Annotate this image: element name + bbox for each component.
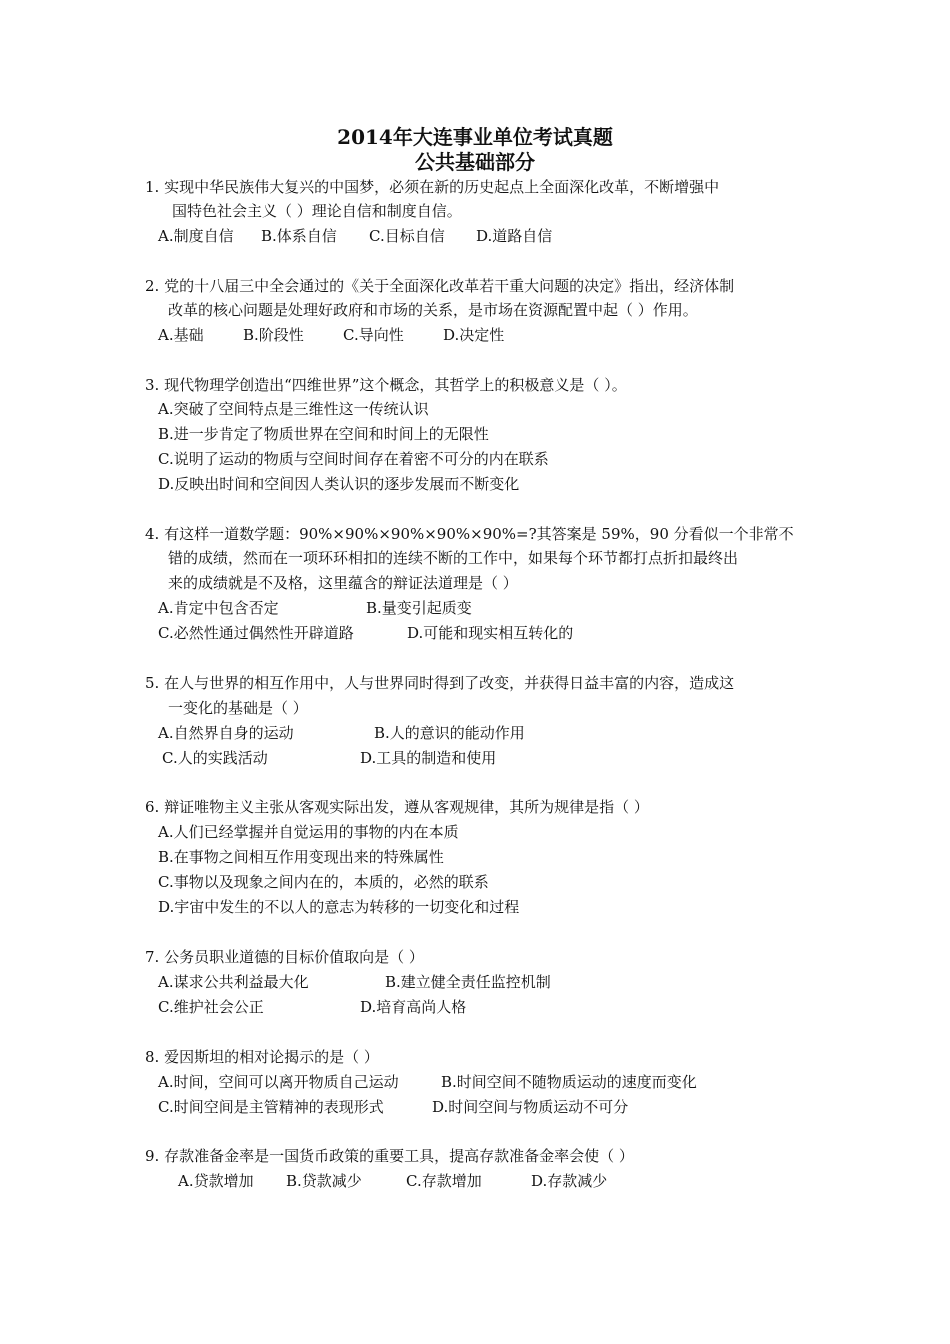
option-a: A.突破了空间特点是三维性这一传统认识 — [158, 400, 429, 418]
option-d: D.培育高尚人格 — [360, 998, 467, 1016]
question-text-line: 国特色社会主义（ ）理论自信和制度自信。 — [172, 202, 462, 220]
question-text-line: 6. 辩证唯物主义主张从客观实际出发，遵从客观规律，其所为规律是指（ ） — [145, 798, 649, 816]
option-b: B.建立健全责任监控机制 — [385, 973, 551, 991]
option-a: A.时间，空间可以离开物质自己运动 — [158, 1073, 399, 1091]
option-d: D.存款减少 — [531, 1172, 608, 1190]
option-d: D.宇宙中发生的不以人的意志为转移的一切变化和过程 — [158, 898, 520, 916]
option-d: D.反映出时间和空间因人类认识的逐步发展而不断变化 — [158, 475, 520, 493]
question-text-line: 4. 有这样一道数学题：90%×90%×90%×90%×90%=?其答案是 59%，90 分看似一个非常不 — [145, 525, 794, 543]
option-c: C.存款增加 — [406, 1172, 482, 1190]
option-a: A.基础 — [158, 326, 204, 344]
option-c: C.事物以及现象之间内在的，本质的，必然的联系 — [158, 873, 489, 891]
option-c: C.维护社会公正 — [158, 998, 264, 1016]
option-d: D.时间空间与物质运动不可分 — [432, 1098, 629, 1116]
option-b: B.贷款减少 — [286, 1172, 362, 1190]
question-text-line: 9. 存款准备金率是一国货币政策的重要工具，提高存款准备金率会使（ ） — [145, 1147, 634, 1165]
option-d: D.可能和现实相互转化的 — [407, 624, 574, 642]
option-c: C.导向性 — [343, 326, 404, 344]
question-text-line: 7. 公务员职业道德的目标价值取向是（ ） — [145, 948, 424, 966]
option-d: D.决定性 — [443, 326, 505, 344]
question-text-line: 错的成绩，然而在一项环环相扣的连续不断的工作中，如果每个环节都打点折扣最终出 — [168, 549, 739, 567]
document-title: 2014年大连事业单位考试真题 — [337, 125, 613, 149]
question-text-line: 1. 实现中华民族伟大复兴的中国梦，必须在新的历史起点上全面深化改革，不断增强中 — [145, 178, 720, 196]
question-text-line: 改革的核心问题是处理好政府和市场的关系，是市场在资源配置中起（ ）作用。 — [168, 301, 698, 319]
option-c: C.必然性通过偶然性开辟道路 — [158, 624, 354, 642]
question-text-line: 来的成绩就是不及格，这里蕴含的辩证法道理是（ ） — [168, 574, 518, 592]
option-b: B.量变引起质变 — [366, 599, 472, 617]
option-a: A.自然界自身的运动 — [158, 724, 294, 742]
option-a: A.制度自信 — [158, 227, 234, 245]
option-d: D.工具的制造和使用 — [360, 749, 497, 767]
option-c: C.人的实践活动 — [162, 749, 268, 767]
option-c: C.说明了运动的物质与空间时间存在着密不可分的内在联系 — [158, 450, 549, 468]
question-text-line: 一变化的基础是（ ） — [168, 699, 308, 717]
option-c: C.时间空间是主管精神的表现形式 — [158, 1098, 384, 1116]
option-a: A.谋求公共利益最大化 — [158, 973, 309, 991]
question-text-line: 3. 现代物理学创造出“四维世界”这个概念，其哲学上的积极意义是（ ）。 — [145, 376, 627, 394]
option-d: D.道路自信 — [476, 227, 553, 245]
option-b: B.时间空间不随物质运动的速度而变化 — [441, 1073, 697, 1091]
option-b: B.在事物之间相互作用变现出来的特殊属性 — [158, 848, 444, 866]
question-text-line: 8. 爱因斯坦的相对论揭示的是（ ） — [145, 1048, 379, 1066]
option-b: B.进一步肯定了物质世界在空间和时间上的无限性 — [158, 425, 489, 443]
option-a: A.人们已经掌握并自觉运用的事物的内在本质 — [158, 823, 459, 841]
option-a: A.肯定中包含否定 — [158, 599, 279, 617]
option-a: A.贷款增加 — [178, 1172, 254, 1190]
option-b: B.人的意识的能动作用 — [374, 724, 525, 742]
document-subtitle: 公共基础部分 — [415, 150, 535, 174]
option-c: C.目标自信 — [369, 227, 445, 245]
question-text-line: 5. 在人与世界的相互作用中，人与世界同时得到了改变，并获得日益丰富的内容，造成这 — [145, 674, 735, 692]
option-b: B.体系自信 — [261, 227, 337, 245]
question-text-line: 2. 党的十八届三中全会通过的《关于全面深化改革若干重大问题的决定》指出，经济体制 — [145, 277, 735, 295]
option-b: B.阶段性 — [243, 326, 304, 344]
